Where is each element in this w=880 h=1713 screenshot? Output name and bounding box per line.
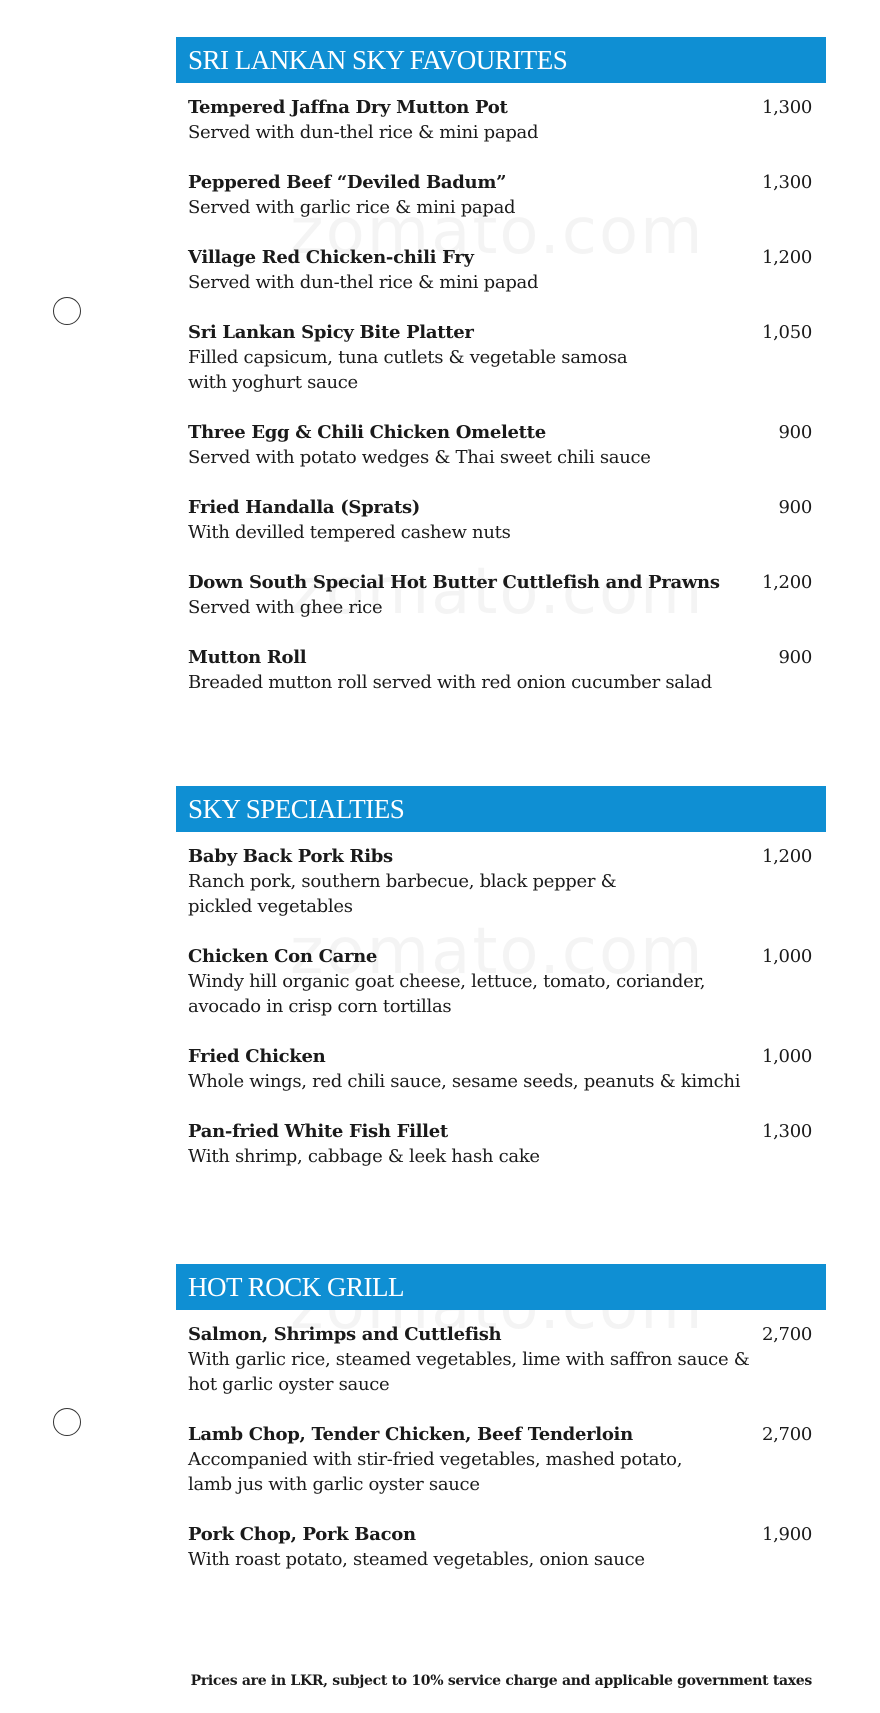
menu-item-price: 2,700 bbox=[761, 1424, 812, 1445]
menu-item-name: Sri Lankan Spicy Bite Platter bbox=[188, 322, 474, 343]
menu-item-description: Accompanied with stir-fried vegetables, mashed potato, lamb jus with garlic oyster sauce bbox=[188, 1449, 683, 1495]
menu-section-hot-rock-grill bbox=[176, 1264, 826, 1597]
menu-item-description: Served with potato wedges & Thai sweet chili sauce bbox=[188, 447, 651, 468]
menu-item bbox=[176, 570, 826, 620]
menu-item-price: 1,200 bbox=[761, 846, 812, 867]
menu-item-list bbox=[176, 1322, 826, 1572]
menu-item-description: With garlic rice, steamed vegetables, lime with saffron sauce & hot garlic oyster sauce bbox=[188, 1349, 750, 1395]
menu-item-description: Served with ghee rice bbox=[188, 597, 383, 618]
menu-item-description: With shrimp, cabbage & leek hash cake bbox=[188, 1146, 540, 1167]
section-title: SKY SPECIALTIES bbox=[176, 786, 826, 832]
menu-item-name: Fried Handalla (Sprats) bbox=[188, 497, 421, 518]
menu-item-price: 1,000 bbox=[761, 1046, 812, 1067]
menu-item-name: Peppered Beef “Deviled Badum” bbox=[188, 172, 507, 193]
menu-item-price: 900 bbox=[778, 422, 812, 443]
menu-item-description: Served with dun-thel rice & mini papad bbox=[188, 272, 539, 293]
menu-item bbox=[176, 420, 826, 470]
binder-hole-bottom bbox=[53, 1408, 81, 1436]
menu-item-name: Chicken Con Carne bbox=[188, 946, 378, 967]
menu-item-description: Ranch pork, southern barbecue, black pepper & pickled vegetables bbox=[188, 871, 617, 917]
menu-item-name: Village Red Chicken-chili Fry bbox=[188, 247, 474, 268]
menu-item-price: 1,200 bbox=[761, 572, 812, 593]
menu-item-description: With roast potato, steamed vegetables, onion sauce bbox=[188, 1549, 645, 1570]
menu-item-price: 1,000 bbox=[761, 946, 812, 967]
footer-note: Prices are in LKR, subject to 10% service charge and applicable government taxes bbox=[190, 1673, 812, 1689]
menu-item-description: Whole wings, red chili sauce, sesame seeds, peanuts & kimchi bbox=[188, 1071, 741, 1092]
menu-item bbox=[176, 944, 826, 1019]
menu-item-description: Breaded mutton roll served with red onion cucumber salad bbox=[188, 672, 712, 693]
menu-item bbox=[176, 844, 826, 919]
menu-item bbox=[176, 95, 826, 145]
menu-item-description: Served with garlic rice & mini papad bbox=[188, 197, 516, 218]
menu-item-price: 1,300 bbox=[761, 1121, 812, 1142]
binder-hole-top bbox=[53, 297, 81, 325]
menu-item-price: 900 bbox=[778, 647, 812, 668]
menu-item-price: 1,200 bbox=[761, 247, 812, 268]
menu-item bbox=[176, 645, 826, 695]
menu-item-name: Pork Chop, Pork Bacon bbox=[188, 1524, 416, 1545]
menu-item bbox=[176, 1119, 826, 1169]
menu-item-description: With devilled tempered cashew nuts bbox=[188, 522, 511, 543]
menu-item-name: Lamb Chop, Tender Chicken, Beef Tenderloin bbox=[188, 1424, 633, 1445]
menu-item bbox=[176, 320, 826, 395]
section-title: SRI LANKAN SKY FAVOURITES bbox=[176, 37, 826, 83]
menu-item bbox=[176, 170, 826, 220]
menu-item bbox=[176, 1422, 826, 1497]
menu-item bbox=[176, 1522, 826, 1572]
menu-item-price: 1,300 bbox=[761, 172, 812, 193]
menu-item-price: 1,300 bbox=[761, 97, 812, 118]
menu-item-price: 1,900 bbox=[761, 1524, 812, 1545]
menu-item-description: Served with dun-thel rice & mini papad bbox=[188, 122, 539, 143]
menu-item-price: 1,050 bbox=[761, 322, 812, 343]
menu-item-price: 900 bbox=[778, 497, 812, 518]
menu-item bbox=[176, 1044, 826, 1094]
menu-item-name: Salmon, Shrimps and Cuttlefish bbox=[188, 1324, 502, 1345]
menu-item bbox=[176, 495, 826, 545]
menu-item-description: Windy hill organic goat cheese, lettuce, tomato, coriander, avocado in crisp corn tortillas bbox=[188, 971, 706, 1017]
menu-section-sky-specialties bbox=[176, 786, 826, 1194]
menu-item-list bbox=[176, 844, 826, 1169]
menu-item-name: Mutton Roll bbox=[188, 647, 307, 668]
menu-item bbox=[176, 1322, 826, 1397]
menu-item-description: Filled capsicum, tuna cutlets & vegetable samosa with yoghurt sauce bbox=[188, 347, 628, 393]
menu-item bbox=[176, 245, 826, 295]
menu-item-name: Three Egg & Chili Chicken Omelette bbox=[188, 422, 546, 443]
menu-item-price: 2,700 bbox=[761, 1324, 812, 1345]
menu-item-name: Pan-fried White Fish Fillet bbox=[188, 1121, 448, 1142]
menu-section-sri-lankan-sky-favourites bbox=[176, 37, 826, 720]
menu-item-name: Tempered Jaffna Dry Mutton Pot bbox=[188, 97, 508, 118]
menu-item-list bbox=[176, 95, 826, 695]
menu-item-name: Baby Back Pork Ribs bbox=[188, 846, 393, 867]
section-title: HOT ROCK GRILL bbox=[176, 1264, 826, 1310]
menu-item-name: Fried Chicken bbox=[188, 1046, 326, 1067]
menu-item-name: Down South Special Hot Butter Cuttlefish and Prawns bbox=[188, 572, 720, 593]
